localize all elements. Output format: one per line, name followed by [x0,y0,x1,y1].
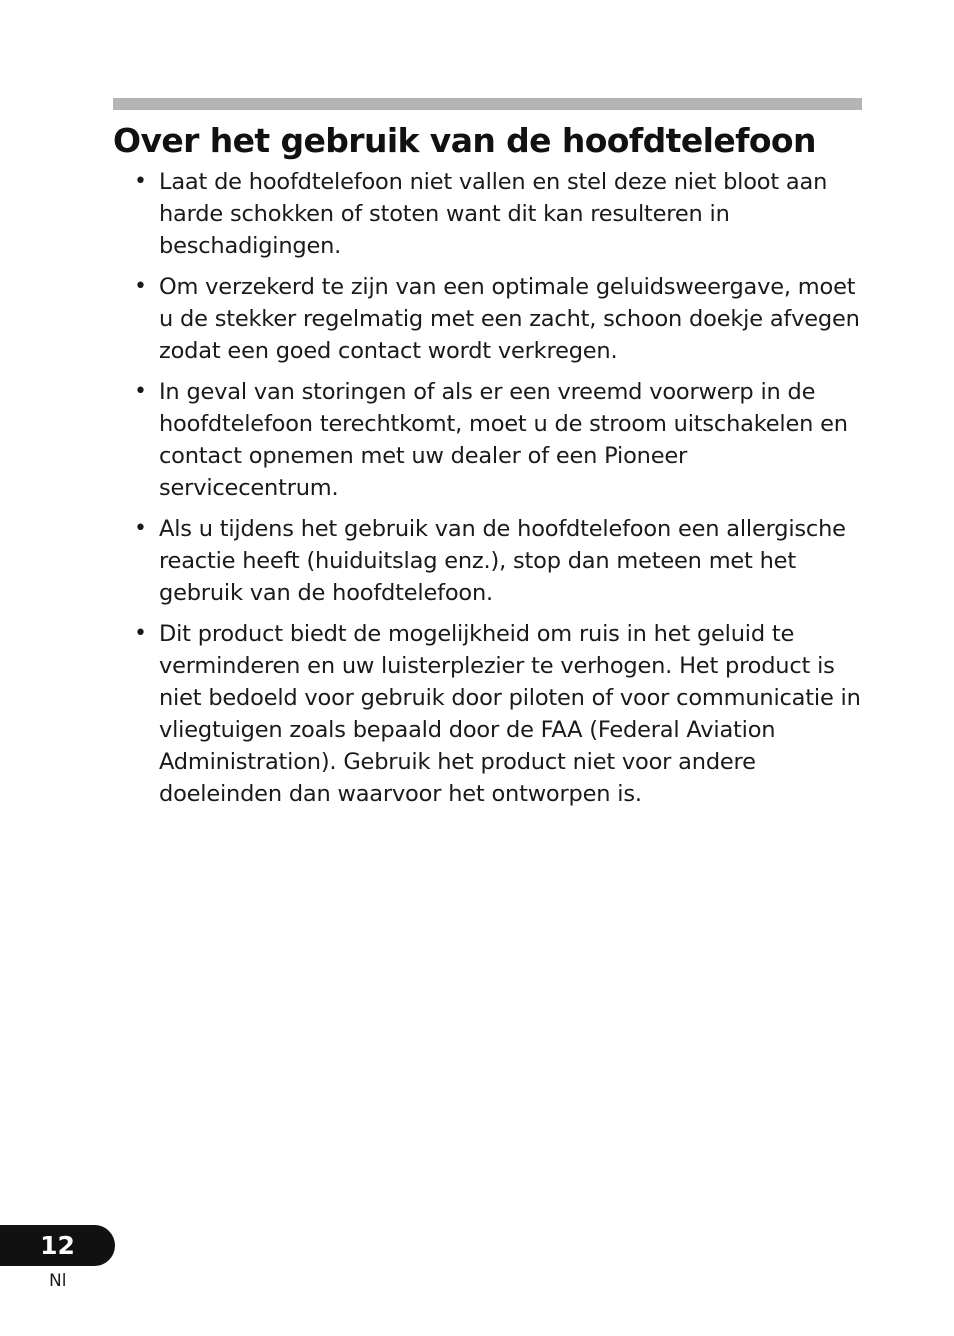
page-number: 12 [40,1231,75,1260]
list-item-text: In geval van storingen of als er een vreemd voorwerp in de hoofdtelefoon terechtkomt, moet u de stroom uitschakelen en contact opnemen met uw dealer of een Pioneer servicecentrum. [159,379,848,501]
list-item [132,618,864,810]
list-item-text: Als u tijdens het gebruik van de hoofdtelefoon een allergische reactie heeft (huiduitslag enz.), stop dan meteen met het gebruik van de hoofdtelefoon. [159,516,846,606]
list-item [132,513,864,609]
list-item [132,376,864,504]
bullet-list [132,166,864,819]
list-item [132,271,864,367]
page-title: Over het gebruik van de hoofdtelefoon [113,121,816,160]
bullet-icon: • [134,274,147,299]
list-item-text: Laat de hoofdtelefoon niet vallen en stel deze niet bloot aan harde schokken of stoten want dit kan resulteren in beschadigingen. [159,169,828,259]
list-item-text: Om verzekerd te zijn van een optimale geluidsweergave, moet u de stekker regelmatig met een zacht, schoon doekje afvegen zodat een goed contact wordt verkregen. [159,274,860,364]
bullet-icon: • [134,621,147,646]
section-divider-bar [113,98,862,110]
bullet-icon: • [134,169,147,194]
list-item [132,166,864,262]
language-code: Nl [49,1271,67,1291]
page-number-tab [0,1225,115,1266]
bullet-icon: • [134,379,147,404]
list-item-text: Dit product biedt de mogelijkheid om ruis in het geluid te verminderen en uw luisterplezier te verhogen. Het product is niet bedoeld voor gebruik door piloten of voor communicatie in vliegtuigen zoals bepaald door de FAA (Federal Aviation Administration). Gebruik het product niet voor andere doeleinden dan waarvoor het ontworpen is. [159,621,861,807]
bullet-icon: • [134,516,147,541]
